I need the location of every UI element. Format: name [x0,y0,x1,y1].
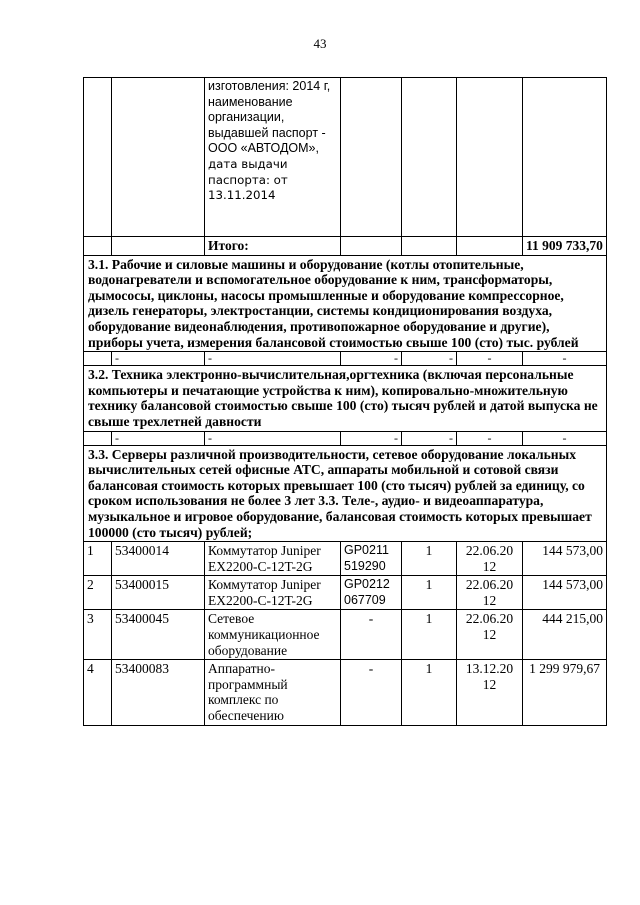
quantity: 1 [402,660,457,725]
serial-number: - [341,610,402,660]
section-3-1-heading: 3.1. Рабочие и силовые машины и оборудование (котлы отопительные, водонагреватели и вспомогательное оборудование к ним, трансформаторы, дымососы, циклоны, насосы промышленные и оборудование компрессорное, дизель генераторы, электростанции, системы кондиционирования воздуха, оборудование видеонаблюдения, противопожарное оборудование и другие), приборы учета, измерения балансовой стоимостью свыше 100 (сто) тыс. рублей [84,255,607,352]
table-row [84,660,607,725]
dash: - [341,352,402,366]
continuation-row [84,78,607,237]
section-3-2-heading: 3.2. Техника электронно-вычислительная,оргтехника (включая персональные компьютеры и печатающие устройства к ним), копировально-множительную технику балансовой стоимостью свыше 100 (сто) тысяч рублей и датой выпуска не свыше трехлетней давности [84,366,607,431]
dash: - [341,431,402,445]
serial-number: GP0212 067709 [341,576,402,610]
quantity: 1 [402,542,457,576]
continuation-text: изготовления: 2014 г, наименование организации, выдавшей паспорт - ООО «АВТОДОМ», [208,79,331,156]
dash: - [523,352,607,366]
asset-name: Сетевое коммуникационное оборудование [205,610,341,660]
dash: - [112,352,205,366]
table-row [84,576,607,610]
date: 22.06.20 12 [457,576,523,610]
inventory-number: 53400014 [112,542,205,576]
section-3-2-empty-row [84,431,607,445]
section-3-1-empty-row [84,352,607,366]
cost: 1 299 979,67 [523,660,607,725]
dash: - [205,431,341,445]
cost: 144 573,00 [523,542,607,576]
table-row [84,610,607,660]
total-row [84,237,607,256]
quantity: 1 [402,576,457,610]
date: 22.06.20 12 [457,542,523,576]
continuation-date-text: дата выдачи паспорта: от 13.11.2014 [208,156,288,203]
cost: 444 215,00 [523,610,607,660]
assets-table [83,77,607,726]
row-number: 4 [84,660,112,725]
row-number: 1 [84,542,112,576]
inventory-number: 53400083 [112,660,205,725]
asset-name: Коммутатор Juniper EX2200-C-12T-2G [205,576,341,610]
section-3-3-row [84,445,607,542]
cost: 144 573,00 [523,576,607,610]
dash: - [402,352,457,366]
dash: - [523,431,607,445]
dash: - [402,431,457,445]
dash: - [457,431,523,445]
continuation-cell [205,78,341,237]
table-row [84,542,607,576]
section-3-3-heading: 3.3. Серверы различной производительности, сетевое оборудование локальных вычислительных сетей офисные АТС, аппараты мобильной и сотовой связи балансовая стоимость которых превышает 100 (сто тысяч) рублей за единицу, со сроком использования не более 3 лет 3.3. Теле-, аудио- и видеоаппаратура, музыкальное и игровое оборудование, балансовая стоимость которых превышает 100000 (сто тысяч) рублей; [84,445,607,542]
asset-name: Аппаратно-программный комплекс по обеспечению [205,660,341,725]
serial-number: GP0211 519290 [341,542,402,576]
date: 13.12.20 12 [457,660,523,725]
date: 22.06.20 12 [457,610,523,660]
dash: - [205,352,341,366]
page-number: 43 [313,36,327,51]
row-number: 3 [84,610,112,660]
total-label: Итого: [205,237,341,256]
dash: - [112,431,205,445]
inventory-number: 53400015 [112,576,205,610]
section-3-1-row [84,255,607,352]
asset-name: Коммутатор Juniper EX2200-C-12T-2G [205,542,341,576]
serial-number: - [341,660,402,725]
total-value: 11 909 733,70 [523,237,607,256]
quantity: 1 [402,610,457,660]
section-3-2-row [84,366,607,431]
row-number: 2 [84,576,112,610]
inventory-number: 53400045 [112,610,205,660]
dash: - [457,352,523,366]
